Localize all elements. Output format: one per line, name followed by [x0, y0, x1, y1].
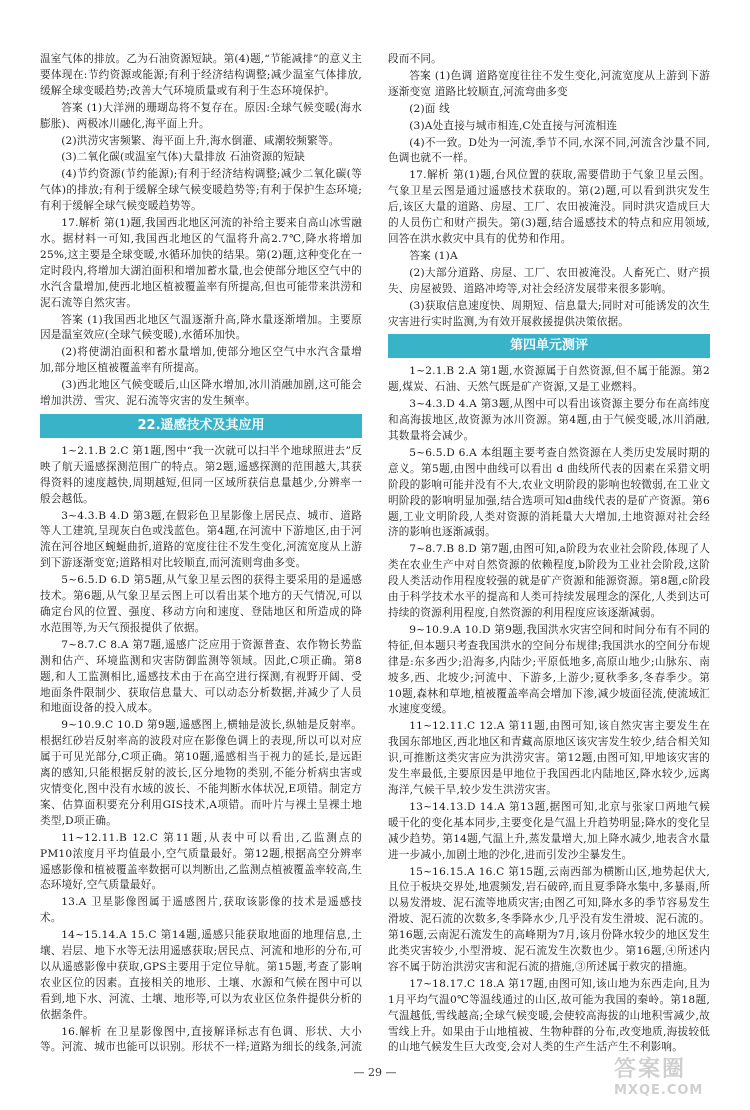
page-number: — 29 — — [353, 1066, 397, 1079]
section-title-unit-four-test: 第四单元测评 — [388, 334, 710, 358]
paragraph: 答案 (1)色调 道路宽度往往不发生变化,河流宽度从上游到下游逐渐变宽 道路比较顺直,河流弯曲多变 — [388, 69, 710, 98]
paragraph: 7~8.7.C 8.A 第7题,遥感广泛应用于资源普查、农作物长势监测和估产、环境监测和灾害防御监测等领域。因此,C项正确。第8题,和人工监测相比,遥感技术由于在高空进行探测,有视野开阔、受地面条件限制少、获取信息量大、可以动态分析数据,并减少了人员和地面设备的投入成本。 — [40, 638, 362, 715]
paragraph: (3)A处直接与城市相连,C处直接与河流相连 — [409, 119, 618, 132]
watermark-logo — [614, 1052, 744, 1102]
paragraph: (4)节约资源(节约能源);有利于经济结构调整;减少二氧化碳(等气体)的排放;有利于缓解全球气候变暖趋势等;有利于保护生态环境;有利于缓解全球气候变暖趋势等。 — [40, 168, 362, 213]
paragraph: 答案 (1)A — [409, 249, 458, 262]
watermark-top-text: 答案圈 — [614, 1057, 687, 1082]
paragraph: (2)洪涝灾害频繁、海平面上升,海水倒灌、咸潮较频繁等。 — [61, 134, 340, 147]
paragraph: 温室气体的排放。乙为石油资源短缺。第(4)题,“节能减排”的意义主要体现在:节约资源或能源;有利于经济结构调整;减少温室气体排放,缓解全球变暖趋势;改善大气环境质量或有利于生态环境保护。 — [40, 53, 362, 97]
paragraph: 1~2.1.B 2.A 第1题,水资源属于自然资源,但不属于能源。第2题,煤炭、石油、天然气既是矿产资源,又是工业燃料。 — [388, 365, 710, 394]
paragraph: 5~6.5.D 6.D 第5题,从气象卫星云图的获得主要采用的是遥感技术。第6题,从气象卫星云图上可以看出某个地方的天气情况,可以确定台风的位置、强度、移动方向和速度、登陆地区和所造成的降水范围等,为天气预报提供了依据。 — [40, 574, 362, 634]
paragraph: 答案 (1)大洋洲的珊瑚岛将不复存在。原因:全球气候变暖(海水膨胀)、两极冰川融化,海平面上升。 — [40, 101, 362, 130]
right-column-paragraphs-after — [388, 364, 710, 1052]
paragraph: 段而不同。 — [388, 53, 442, 65]
left-column-paragraphs-after — [40, 444, 362, 1052]
paragraph: 13~14.13.D 14.A 第13题,据图可知,北京与张家口两地气候暖干化的变化基本同步,主要变化是气温上升趋势明显;降水的变化呈减少趋势。第14题,气温上升,蒸发量增大,加上降水减少,地表含水量进一步减小,加剧土地的沙化,进而引发沙尘暴发生。 — [388, 800, 710, 861]
paragraph: 14~15.14.A 15.C 第14题,遥感只能获取地面的地理信息,土壤、岩层、地下水等无法用遥感获取;居民点、河流和地形的分布,可以从遥感影像中获取,GPS主要用于定位导航。第15题,考查了影响农业区位的因素。直接相关的地形、土壤、水源和气候在图中可以看到,地下水、河流、土壤、地形等,可以为农业区位条件提供分析的依据条件。 — [40, 929, 362, 1021]
paragraph: 15~16.15.A 16.C 第15题,云南西部为横断山区,地势起伏大,且位于板块交界处,地震频发,岩石破碎,而且夏季降水集中,多暴雨,所以易发滑坡、泥石流等地质灾害;由图乙可知,降水多的季节容易发生滑坡、泥石流的次数多,冬季降水少,几乎没有发生滑坡、泥石流的。第16题,云南泥石流发生的高峰期为7月,该月份降水较少的地区发生此类灾害较少,小型滑坡、泥石流发生次数也少。第16题,④所述内容不属于防治洪涝灾害和泥石流的措施,③所述属于救灾的措施。 — [388, 865, 710, 973]
paragraph: (2)面 线 — [409, 102, 450, 115]
paragraph: 3~4.3.B 4.D 第3题,在假彩色卫星影像上居民点、城市、道路等人工建筑,呈现灰白色或浅蓝色。第4题,在河流中下游地区,由于河流在河谷地区蜿蜒曲折,道路的宽度往往不发生变化,河流宽度从上游到下游逐渐变宽;道路相对比较顺直,而河流则弯曲多变。 — [40, 509, 362, 570]
paragraph: 7~8.7.B 8.D 第7题,由图可知,a阶段为农业社会阶段,体现了人类在农业生产中对自然资源的依赖程度,b阶段为工业社会阶段,这阶段人类活动作用程度较强的就是矿产资源和能源资源。第8题,c阶段由于科学技术水平的提高和人类可持续发展理念的深化,人类到达可持续的资源利用程度,自然资源的利用程度应该逐渐减弱。 — [388, 543, 710, 619]
paragraph: (2)将使湖泊面积和蓄水量增加,使部分地区空气中水汽含量增加,部分地区植被覆盖率有所提高。 — [40, 346, 362, 375]
watermark-bottom-text: MXQE.COM — [614, 1083, 704, 1098]
paragraph: 17.解析 第(1)题,我国西北地区河流的补给主要来自高山冰雪融水。据材料一可知,我国西北地区的气温将升高2.7℃,降水将增加25%,这主要是全球变暖,水循环加快的结果。第(2)题,这种变化在一定时段内,将增加大湖泊面积和增加蓄水量,也会使部分地区空气中的水汽含量增加,使西北地区植被覆盖率有所提高,但也可能带来洪涝和泥石流等自然灾害。 — [40, 217, 362, 309]
paragraph: 9~10.9.A 10.D 第9题,我国洪水灾害空间和时间分布有不同的特征,但本题只考查我国洪水的空间分布规律;我国洪水的空间分布规律是:东多西少;沿海多,内陆少;平原低地多,高原山地少;山脉东、南坡多,西、北坡少;河流中、下游多,上游少;夏秋季多,冬春季少。第10题,森林和草地,植被覆盖率高会增加下渗,减少坡面径流,使流域汇水速度变缓。 — [388, 623, 710, 716]
paragraph: 1~2.1.B 2.C 第1题,图中“我一次就可以扫半个地球照进去”反映了航天遥感探测范围广的特点。第2题,遥感探测的范围越大,其获得资料的速度越快,周期越短,但同一区域所获信息量越少,分辨率一般会越低。 — [40, 444, 362, 505]
paragraph: 17.解析 第(1)题,台风位置的获取,需要借助于气象卫星云图。气象卫星云图是通过遥感技术获取的。第(2)题,可以看到洪灾发生后,该区大量的道路、房屋、工厂、农田被淹没。同时洪灾造成巨大的人员伤亡和财产损失。第(3)题,结合遥感技术的特点和应用领域,回答在洪水救灾中具有的优势和作用。 — [388, 169, 710, 245]
paragraph: 13.A 卫星影像图属于遥感图片,获取该影像的技术是遥感技术。 — [40, 896, 362, 925]
paragraph: (3)二氧化碳(或温室气体)大量排放 石油资源的短缺 — [61, 151, 305, 164]
paragraph: 17~18.17.C 18.A 第17题,由图可知,该山地为东西走向,且为1月平均气温0℃等温线通过的山区,故可能为我国的秦岭。第18题,气温越低,雪线越高;全球气候变暖,会使较高海拔的山地积雪减少,故雪线上升。如果由于山地植被、生物种群的分布,改变地质,海拔较低的山地气候发生巨大改变,会对人类的生产生活产生不利影响。 — [388, 977, 710, 1052]
paragraph: (3)西北地区气候变暖后,山区降水增加,冰川消融加剧,这可能会增加洪涝、雪灾、泥石流等灾害的发生频率。 — [40, 379, 362, 408]
paragraph: 3~4.3.D 4.A 第3题,从图中可以看出该资源主要分布在高纬度和高海拔地区,故资源为冰川资源。第4题,由于气候变暖,冰川消融,其数量将会减少。 — [388, 398, 710, 443]
paragraph: 11~12.11.B 12.C 第11题,从表中可以看出,乙监测点的PM10浓度月平均值最小,空气质量最好。第12题,根据高空分辨率遥感影像和植被覆盖率数据可以判断出,乙监测点植被覆盖率较高,生态环境好,空气质量最好。 — [40, 831, 362, 892]
page — [40, 52, 710, 1052]
paragraph: 11~12.11.C 12.A 第11题,由图可知,该自然灾害主要发生在我国东部地区,西北地区和青藏高原地区该灾害发生较少,结合相关知识,可推断这类灾害应为洪涝灾害。第12题,由图可知,甲地该灾害的发生率最低,主要原因是甲地位于我国西北内陆地区,降水较少,远离海洋,气候干旱,较少发生洪涝灾害。 — [388, 720, 710, 796]
paragraph: (3)获取信息速度快、周期短、信息量大;同时对可能诱发的次生灾害进行实时监测,为有效开展救援提供决策依据。 — [388, 299, 710, 328]
paragraph: 答案 (1)我国西北地区气温逐渐升高,降水量逐渐增加。主要原因是温室效应(全球气候变暖),水循环加快。 — [40, 313, 362, 342]
paragraph: 16.解析 在卫星影像图中,直接解译标志有色调、形状、大小等。河流、城市也能可以识别。形状不一样;道路为细长的线条,河流 — [40, 1025, 362, 1052]
left-column-paragraphs — [40, 52, 362, 410]
left-column — [40, 52, 362, 1052]
paragraph: (4)不一致。D处为一河流,季节不同,水深不同,河流含沙量不同,色调也就不一样。 — [388, 136, 710, 165]
paragraph: 9~10.9.C 10.D 第9题,遥感图上,横轴是波长,纵轴是反射率。根据红砂岩反射率高的波段对应在影像色调上的表现,所以可以对应属于可见光部分,C项正确。第10题,遥感相当于视力的延长,是远距离的感知,只能根据反射的波长,区分地物的类别,不能分析病虫害或灾情变化,图中没有水域的波长、不能判断水体状况,E项错。制定方案、估算面积要充分利用GIS技术,A项错。而叶片与裸土呈裸土地类型,D项正确。 — [40, 719, 362, 827]
right-column — [388, 52, 710, 1052]
section-title-remote-sensing: 22.遥感技术及其应用 — [40, 414, 362, 438]
right-column-paragraphs — [388, 52, 710, 330]
paragraph: 5~6.5.D 6.A 本组题主要考查自然资源在人类历史发展时期的意义。第5题,由图中曲线可以看出 d 曲线所代表的因素在采猎文明阶段的影响可能并没有不大,农业文明阶段的影响也较微弱,在工业文明阶段的影响明显加强,结合选项可知d曲线代表的是矿产资源。第6题,工业文明阶段,人类对资源的消耗量大大增加,土地资源对社会经济的影响也逐渐减弱。 — [388, 446, 710, 539]
paragraph: (2)大部分道路、房屋、工厂、农田被淹没。人畜死亡、财产损失、房屋被毁、道路冲垮等,对社会经济发展带来很多影响。 — [388, 266, 710, 295]
